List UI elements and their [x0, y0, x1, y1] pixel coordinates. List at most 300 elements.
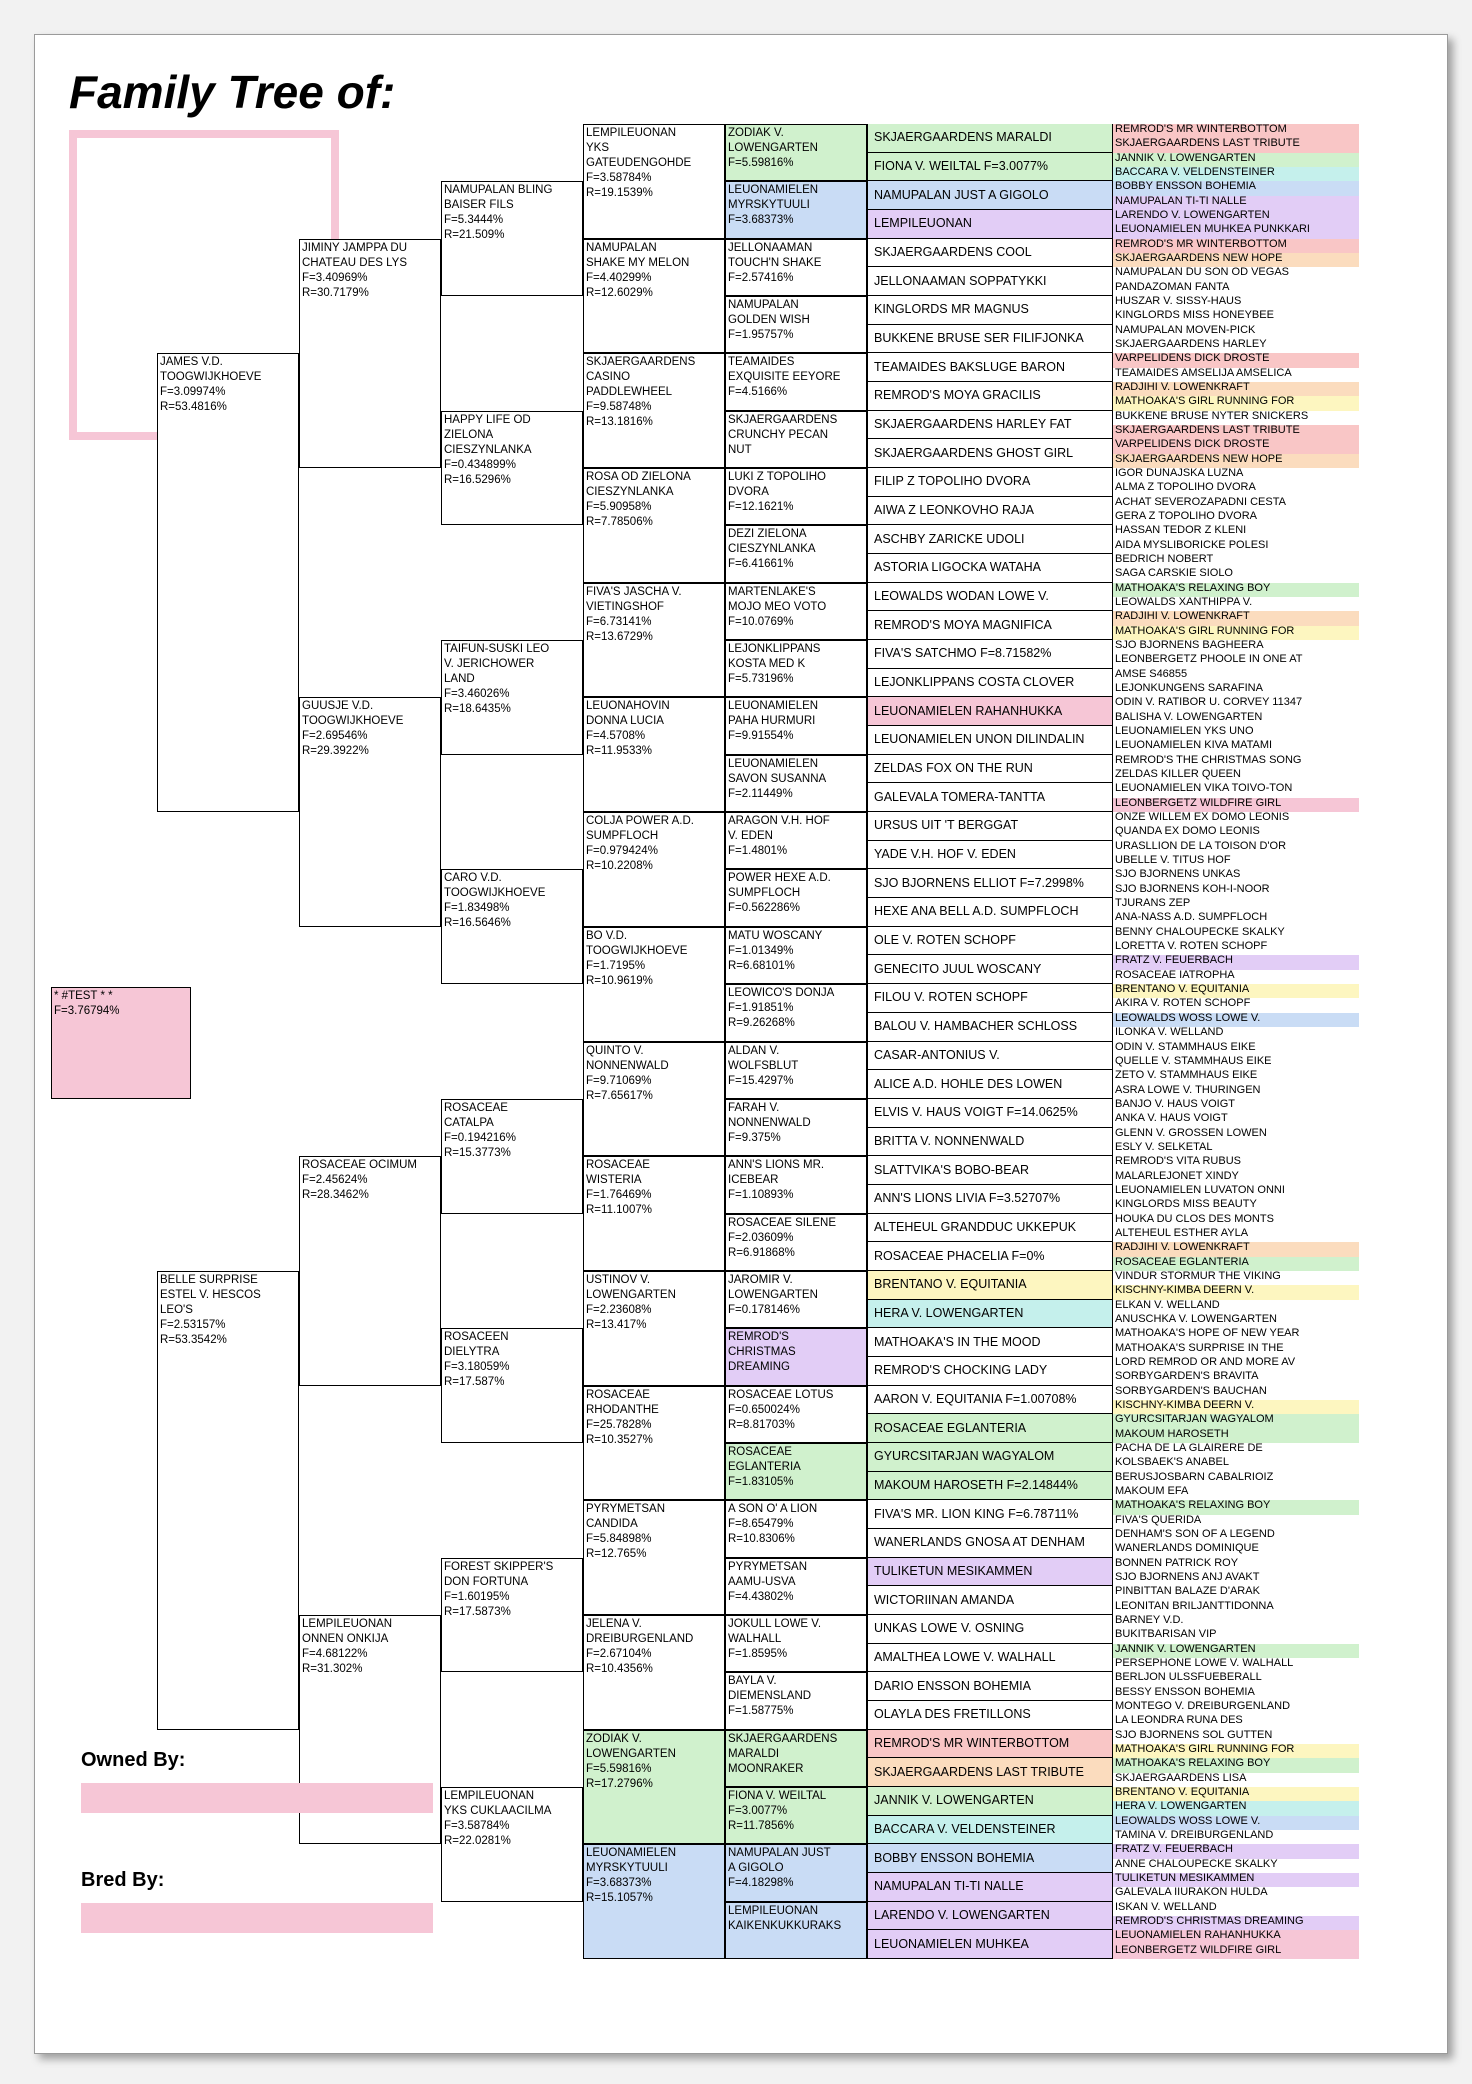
g8-ancestor-78[interactable]: [1113, 1228, 1359, 1242]
g7-ancestor-40[interactable]: [867, 1242, 1113, 1271]
g7-ancestor-34[interactable]: [867, 1070, 1113, 1099]
g7-ancestor-18[interactable]: [867, 611, 1113, 640]
g6-ancestor-13[interactable]: [725, 812, 867, 869]
g8-ancestor-43[interactable]: [1113, 726, 1359, 740]
g7-ancestor-4[interactable]: [867, 210, 1113, 239]
g7-ancestor-61[interactable]: [867, 1844, 1113, 1873]
g5-ancestor-14[interactable]: [583, 1615, 725, 1730]
g7-ancestor-24[interactable]: [867, 783, 1113, 812]
g6-ancestor-14[interactable]: [725, 869, 867, 926]
g7-ancestor-14[interactable]: [867, 497, 1113, 526]
g7-ancestor-10[interactable]: [867, 382, 1113, 411]
g8-ancestor-28[interactable]: [1113, 511, 1359, 525]
g6-ancestor-17[interactable]: [725, 1042, 867, 1099]
g7-ancestor-53[interactable]: [867, 1615, 1113, 1644]
g7-ancestor-9[interactable]: [867, 353, 1113, 382]
g8-ancestor-95[interactable]: [1113, 1472, 1359, 1486]
g8-ancestor-103[interactable]: [1113, 1586, 1359, 1600]
g7-ancestor-29[interactable]: [867, 927, 1113, 956]
g8-ancestor-101[interactable]: [1113, 1558, 1359, 1572]
g8-ancestor-122[interactable]: [1113, 1859, 1359, 1873]
g5-ancestor-1[interactable]: [583, 124, 725, 239]
g7-ancestor-23[interactable]: [867, 755, 1113, 784]
g7-ancestor-42[interactable]: [867, 1300, 1113, 1329]
g7-ancestor-64[interactable]: [867, 1930, 1113, 1959]
g8-ancestor-102[interactable]: [1113, 1572, 1359, 1586]
ancestor-name: ASTORIA LIGOCKA WATAHA: [874, 560, 1041, 575]
g8-ancestor-13[interactable]: [1113, 296, 1359, 310]
g7-ancestor-62[interactable]: [867, 1873, 1113, 1902]
g7-ancestor-1[interactable]: [867, 124, 1113, 153]
g8-ancestor-100[interactable]: [1113, 1543, 1359, 1557]
ancestor-name: ASRA LOWE V. THURINGEN: [1115, 1084, 1261, 1096]
g3-ancestor-3[interactable]: [299, 1156, 441, 1385]
g5-ancestor-9[interactable]: [583, 1042, 725, 1157]
g6-ancestor-27[interactable]: [725, 1615, 867, 1672]
ancestor-name: SJO BJORNENS BAGHEERA: [1115, 640, 1264, 652]
g4-ancestor-4[interactable]: [441, 869, 583, 984]
g7-ancestor-2[interactable]: [867, 153, 1113, 182]
g5-ancestor-15[interactable]: [583, 1730, 725, 1845]
ancestor-name: CASAR-ANTONIUS V.: [874, 1047, 1000, 1062]
g8-ancestor-92[interactable]: [1113, 1429, 1359, 1443]
g8-ancestor-6[interactable]: [1113, 196, 1359, 210]
g7-ancestor-57[interactable]: [867, 1730, 1113, 1759]
ancestor-name: MATHOAKA'S GIRL RUNNING FOR: [1115, 396, 1295, 408]
g4-ancestor-5[interactable]: [441, 1099, 583, 1214]
ancestor-name: LEMPILEUONAN YKS CUKLAACILMA F=3.58784% R=22.0281%: [444, 1789, 552, 1847]
g7-ancestor-37[interactable]: [867, 1156, 1113, 1185]
g8-ancestor-58[interactable]: [1113, 941, 1359, 955]
g8-ancestor-53[interactable]: [1113, 869, 1359, 883]
g4-ancestor-7[interactable]: [441, 1558, 583, 1673]
g6-ancestor-31[interactable]: [725, 1844, 867, 1901]
g7-ancestor-32[interactable]: [867, 1013, 1113, 1042]
g8-ancestor-63[interactable]: [1113, 1013, 1359, 1027]
ancestor-name: TJURANS ZEP: [1115, 898, 1191, 910]
g7-ancestor-12[interactable]: [867, 439, 1113, 468]
g5-ancestor-16[interactable]: [583, 1844, 725, 1959]
ancestor-name: LEOWICO'S DONJA F=1.91851% R=9.26268%: [728, 987, 835, 1030]
g8-ancestor-121[interactable]: [1113, 1844, 1359, 1858]
g8-ancestor-116[interactable]: [1113, 1773, 1359, 1787]
g6-ancestor-8[interactable]: [725, 525, 867, 582]
g8-ancestor-83[interactable]: [1113, 1300, 1359, 1314]
ancestor-name: TULIKETUN MESIKAMMEN: [1115, 1872, 1255, 1884]
g8-ancestor-36[interactable]: [1113, 626, 1359, 640]
bred-by-field[interactable]: [81, 1903, 433, 1933]
g7-ancestor-38[interactable]: [867, 1185, 1113, 1214]
ancestor-name: VARPELIDENS DICK DROSTE: [1115, 439, 1270, 451]
g8-ancestor-62[interactable]: [1113, 998, 1359, 1012]
ancestor-name: ANUSCHKA V. LOWENGARTEN: [1115, 1313, 1277, 1325]
g8-ancestor-44[interactable]: [1113, 740, 1359, 754]
g6-ancestor-26[interactable]: [725, 1558, 867, 1615]
g7-ancestor-52[interactable]: [867, 1586, 1113, 1615]
g8-ancestor-106[interactable]: [1113, 1629, 1359, 1643]
g6-ancestor-7[interactable]: [725, 468, 867, 525]
g6-ancestor-25[interactable]: [725, 1500, 867, 1557]
ancestor-name: SKJAERGAARDENS NEW HOPE: [1115, 253, 1283, 265]
g8-ancestor-4[interactable]: [1113, 167, 1359, 181]
g3-ancestor-2[interactable]: [299, 697, 441, 926]
g7-ancestor-44[interactable]: [867, 1357, 1113, 1386]
ancestor-name: AKIRA V. ROTEN SCHOPF: [1115, 998, 1251, 1010]
g7-ancestor-33[interactable]: [867, 1042, 1113, 1071]
ancestor-name: LEUONAMIELEN UNON DILINDALIN: [874, 732, 1085, 747]
g7-ancestor-17[interactable]: [867, 583, 1113, 612]
g8-ancestor-112[interactable]: [1113, 1715, 1359, 1729]
g8-ancestor-34[interactable]: [1113, 597, 1359, 611]
g8-ancestor-1[interactable]: [1113, 124, 1359, 138]
g7-ancestor-45[interactable]: [867, 1386, 1113, 1415]
ancestor-name: JELLONAAMAN TOUCH'N SHAKE F=2.57416%: [728, 241, 822, 284]
g8-ancestor-64[interactable]: [1113, 1027, 1359, 1041]
g8-ancestor-65[interactable]: [1113, 1042, 1359, 1056]
g8-ancestor-85[interactable]: [1113, 1328, 1359, 1342]
g8-ancestor-27[interactable]: [1113, 497, 1359, 511]
g6-ancestor-9[interactable]: [725, 583, 867, 640]
g8-ancestor-41[interactable]: [1113, 697, 1359, 711]
g8-ancestor-20[interactable]: [1113, 396, 1359, 410]
g5-ancestor-10[interactable]: [583, 1156, 725, 1271]
g7-ancestor-50[interactable]: [867, 1529, 1113, 1558]
g4-ancestor-6[interactable]: [441, 1328, 583, 1443]
g8-ancestor-5[interactable]: [1113, 181, 1359, 195]
ancestor-name: SKJAERGAARDENS LAST TRIBUTE: [874, 1764, 1085, 1779]
g8-ancestor-14[interactable]: [1113, 310, 1359, 324]
g6-ancestor-21[interactable]: [725, 1271, 867, 1328]
g7-ancestor-25[interactable]: [867, 812, 1113, 841]
g8-ancestor-111[interactable]: [1113, 1701, 1359, 1715]
g8-ancestor-74[interactable]: [1113, 1171, 1359, 1185]
g8-ancestor-9[interactable]: [1113, 239, 1359, 253]
g8-ancestor-26[interactable]: [1113, 482, 1359, 496]
g2-ancestor-2[interactable]: [157, 1271, 299, 1730]
g8-ancestor-40[interactable]: [1113, 683, 1359, 697]
g8-ancestor-118[interactable]: [1113, 1801, 1359, 1815]
g8-ancestor-57[interactable]: [1113, 927, 1359, 941]
g8-ancestor-33[interactable]: [1113, 583, 1359, 597]
g8-ancestor-56[interactable]: [1113, 912, 1359, 926]
ancestor-name: LEUONAMIELEN VIKA TOIVO-TON: [1115, 783, 1293, 795]
g6-ancestor-4[interactable]: [725, 296, 867, 353]
ancestor-name: REMROD'S MOYA GRACILIS: [874, 388, 1041, 403]
g5-ancestor-4[interactable]: [583, 468, 725, 583]
g6-ancestor-32[interactable]: [725, 1902, 867, 1959]
ancestor-name: MATHOAKA'S SURPRISE IN THE: [1115, 1342, 1284, 1354]
g7-ancestor-27[interactable]: [867, 869, 1113, 898]
g8-ancestor-125[interactable]: [1113, 1902, 1359, 1916]
g8-ancestor-29[interactable]: [1113, 525, 1359, 539]
g6-ancestor-18[interactable]: [725, 1099, 867, 1156]
g7-ancestor-22[interactable]: [867, 726, 1113, 755]
ancestor-name: ROSACEAE EGLANTERIA: [874, 1420, 1027, 1435]
g1-ancestor-1[interactable]: [51, 987, 191, 1099]
g8-ancestor-7[interactable]: [1113, 210, 1359, 224]
ancestor-name: BRENTANO V. EQUITANIA: [1115, 1786, 1250, 1798]
g8-ancestor-110[interactable]: [1113, 1687, 1359, 1701]
g7-ancestor-49[interactable]: [867, 1500, 1113, 1529]
g8-ancestor-124[interactable]: [1113, 1887, 1359, 1901]
g7-ancestor-51[interactable]: [867, 1558, 1113, 1587]
ancestor-name: ODIN V. STAMMHAUS EIKE: [1115, 1041, 1256, 1053]
ancestor-name: BELLE SURPRISE ESTEL V. HESCOS LEO'S F=2.53157% R=53.3542%: [160, 1273, 261, 1346]
g7-ancestor-7[interactable]: [867, 296, 1113, 325]
g8-ancestor-80[interactable]: [1113, 1257, 1359, 1271]
g7-ancestor-46[interactable]: [867, 1414, 1113, 1443]
g8-ancestor-72[interactable]: [1113, 1142, 1359, 1156]
g8-ancestor-114[interactable]: [1113, 1744, 1359, 1758]
g5-ancestor-6[interactable]: [583, 697, 725, 812]
g4-ancestor-2[interactable]: [441, 411, 583, 526]
g4-ancestor-1[interactable]: [441, 181, 583, 296]
g7-ancestor-21[interactable]: [867, 697, 1113, 726]
g8-ancestor-105[interactable]: [1113, 1615, 1359, 1629]
g7-ancestor-56[interactable]: [867, 1701, 1113, 1730]
g8-ancestor-82[interactable]: [1113, 1285, 1359, 1299]
g8-ancestor-104[interactable]: [1113, 1601, 1359, 1615]
g8-ancestor-119[interactable]: [1113, 1816, 1359, 1830]
g8-ancestor-70[interactable]: [1113, 1113, 1359, 1127]
g8-ancestor-11[interactable]: [1113, 267, 1359, 281]
g6-ancestor-12[interactable]: [725, 755, 867, 812]
g3-ancestor-1[interactable]: [299, 239, 441, 468]
ancestor-name: GALEVALA TOMERA-TANTTA: [874, 789, 1046, 804]
g4-ancestor-8[interactable]: [441, 1787, 583, 1902]
g7-ancestor-5[interactable]: [867, 239, 1113, 268]
ancestor-name: LEUONAMIELEN MUHKEA PUNKKARI: [1115, 224, 1310, 236]
g8-ancestor-3[interactable]: [1113, 153, 1359, 167]
g6-ancestor-16[interactable]: [725, 984, 867, 1041]
g6-ancestor-2[interactable]: [725, 181, 867, 238]
g6-ancestor-1[interactable]: [725, 124, 867, 181]
g8-ancestor-108[interactable]: [1113, 1658, 1359, 1672]
g8-ancestor-45[interactable]: [1113, 755, 1359, 769]
g8-ancestor-17[interactable]: [1113, 353, 1359, 367]
g8-ancestor-91[interactable]: [1113, 1414, 1359, 1428]
ancestor-name: PANDAZOMAN FANTA: [1115, 281, 1230, 293]
g8-ancestor-94[interactable]: [1113, 1457, 1359, 1471]
g8-ancestor-61[interactable]: [1113, 984, 1359, 998]
g8-ancestor-12[interactable]: [1113, 282, 1359, 296]
g8-ancestor-22[interactable]: [1113, 425, 1359, 439]
g8-ancestor-39[interactable]: [1113, 669, 1359, 683]
g6-ancestor-22[interactable]: [725, 1328, 867, 1385]
g8-ancestor-67[interactable]: [1113, 1070, 1359, 1084]
g7-ancestor-13[interactable]: [867, 468, 1113, 497]
g8-ancestor-75[interactable]: [1113, 1185, 1359, 1199]
g6-ancestor-10[interactable]: [725, 640, 867, 697]
owned-by-field[interactable]: [81, 1783, 433, 1813]
g8-ancestor-23[interactable]: [1113, 439, 1359, 453]
g8-ancestor-47[interactable]: [1113, 783, 1359, 797]
g8-ancestor-81[interactable]: [1113, 1271, 1359, 1285]
g6-ancestor-30[interactable]: [725, 1787, 867, 1844]
ancestor-name: FIVA'S QUERIDA: [1115, 1514, 1202, 1526]
g7-ancestor-28[interactable]: [867, 898, 1113, 927]
g8-ancestor-51[interactable]: [1113, 841, 1359, 855]
g8-ancestor-115[interactable]: [1113, 1758, 1359, 1772]
g8-ancestor-128[interactable]: [1113, 1945, 1359, 1959]
g8-ancestor-68[interactable]: [1113, 1085, 1359, 1099]
g7-ancestor-8[interactable]: [867, 325, 1113, 354]
g7-ancestor-6[interactable]: [867, 267, 1113, 296]
g7-ancestor-30[interactable]: [867, 955, 1113, 984]
g8-ancestor-90[interactable]: [1113, 1400, 1359, 1414]
ancestor-name: ROSACEAE PHACELIA F=0%: [874, 1248, 1045, 1263]
g7-ancestor-19[interactable]: [867, 640, 1113, 669]
g7-ancestor-43[interactable]: [867, 1328, 1113, 1357]
ancestor-name: SKJAERGAARDENS CRUNCHY PECAN NUT: [728, 413, 838, 456]
ancestor-name: ANN'S LIONS LIVIA F=3.52707%: [874, 1191, 1061, 1206]
g2-ancestor-1[interactable]: [157, 353, 299, 812]
g8-ancestor-48[interactable]: [1113, 798, 1359, 812]
g7-ancestor-60[interactable]: [867, 1816, 1113, 1845]
ancestor-name: LEJONKUNGENS SARAFINA: [1115, 683, 1263, 695]
g8-ancestor-88[interactable]: [1113, 1371, 1359, 1385]
g7-ancestor-16[interactable]: [867, 554, 1113, 583]
g8-ancestor-46[interactable]: [1113, 769, 1359, 783]
ancestor-name: UBELLE V. TITUS HOF: [1115, 855, 1231, 867]
ancestor-name: LEJONKLIPPANS KOSTA MED K F=5.73196%: [728, 643, 821, 686]
g7-ancestor-55[interactable]: [867, 1672, 1113, 1701]
g8-ancestor-113[interactable]: [1113, 1730, 1359, 1744]
g8-ancestor-38[interactable]: [1113, 654, 1359, 668]
g8-ancestor-89[interactable]: [1113, 1386, 1359, 1400]
g5-ancestor-2[interactable]: [583, 239, 725, 354]
g8-ancestor-93[interactable]: [1113, 1443, 1359, 1457]
g8-ancestor-31[interactable]: [1113, 554, 1359, 568]
g8-ancestor-107[interactable]: [1113, 1644, 1359, 1658]
g7-ancestor-35[interactable]: [867, 1099, 1113, 1128]
g7-ancestor-36[interactable]: [867, 1128, 1113, 1157]
g6-ancestor-19[interactable]: [725, 1156, 867, 1213]
g8-ancestor-19[interactable]: [1113, 382, 1359, 396]
g8-ancestor-10[interactable]: [1113, 253, 1359, 267]
g8-ancestor-25[interactable]: [1113, 468, 1359, 482]
g8-ancestor-84[interactable]: [1113, 1314, 1359, 1328]
g8-ancestor-2[interactable]: [1113, 138, 1359, 152]
g7-ancestor-58[interactable]: [867, 1758, 1113, 1787]
g8-ancestor-126[interactable]: [1113, 1916, 1359, 1930]
g7-ancestor-31[interactable]: [867, 984, 1113, 1013]
g8-ancestor-18[interactable]: [1113, 368, 1359, 382]
g8-ancestor-37[interactable]: [1113, 640, 1359, 654]
g8-ancestor-97[interactable]: [1113, 1500, 1359, 1514]
g8-ancestor-109[interactable]: [1113, 1672, 1359, 1686]
g4-ancestor-3[interactable]: [441, 640, 583, 755]
g5-ancestor-7[interactable]: [583, 812, 725, 927]
g8-ancestor-8[interactable]: [1113, 224, 1359, 238]
g6-ancestor-15[interactable]: [725, 927, 867, 984]
g8-ancestor-59[interactable]: [1113, 955, 1359, 969]
g6-ancestor-23[interactable]: [725, 1386, 867, 1443]
g6-ancestor-3[interactable]: [725, 239, 867, 296]
g8-ancestor-123[interactable]: [1113, 1873, 1359, 1887]
g7-ancestor-11[interactable]: [867, 411, 1113, 440]
g8-ancestor-49[interactable]: [1113, 812, 1359, 826]
g8-ancestor-87[interactable]: [1113, 1357, 1359, 1371]
pedigree-tree: [35, 35, 1447, 2053]
g7-ancestor-47[interactable]: [867, 1443, 1113, 1472]
g5-ancestor-3[interactable]: [583, 353, 725, 468]
g7-ancestor-20[interactable]: [867, 669, 1113, 698]
g8-ancestor-66[interactable]: [1113, 1056, 1359, 1070]
g5-ancestor-11[interactable]: [583, 1271, 725, 1386]
g6-ancestor-11[interactable]: [725, 697, 867, 754]
g7-ancestor-59[interactable]: [867, 1787, 1113, 1816]
g7-ancestor-63[interactable]: [867, 1902, 1113, 1931]
g8-ancestor-54[interactable]: [1113, 884, 1359, 898]
ancestor-name: LA LEONDRA RUNA DES: [1115, 1715, 1243, 1727]
g8-ancestor-35[interactable]: [1113, 611, 1359, 625]
g8-ancestor-55[interactable]: [1113, 898, 1359, 912]
g7-ancestor-41[interactable]: [867, 1271, 1113, 1300]
g7-ancestor-26[interactable]: [867, 841, 1113, 870]
g6-ancestor-5[interactable]: [725, 353, 867, 410]
g8-ancestor-30[interactable]: [1113, 540, 1359, 554]
g6-ancestor-6[interactable]: [725, 411, 867, 468]
ancestor-name: NAMUPALAN JUST A GIGOLO F=4.18298%: [728, 1847, 831, 1890]
g6-ancestor-28[interactable]: [725, 1672, 867, 1729]
g7-ancestor-15[interactable]: [867, 525, 1113, 554]
g8-ancestor-76[interactable]: [1113, 1199, 1359, 1213]
g8-ancestor-96[interactable]: [1113, 1486, 1359, 1500]
g8-ancestor-42[interactable]: [1113, 712, 1359, 726]
g8-ancestor-52[interactable]: [1113, 855, 1359, 869]
g8-ancestor-21[interactable]: [1113, 411, 1359, 425]
ancestor-name: LORETTA V. ROTEN SCHOPF: [1115, 941, 1268, 953]
g8-ancestor-24[interactable]: [1113, 454, 1359, 468]
ancestor-name: JANNIK V. LOWENGARTEN: [874, 1793, 1034, 1808]
g8-ancestor-98[interactable]: [1113, 1515, 1359, 1529]
g8-ancestor-32[interactable]: [1113, 568, 1359, 582]
g8-ancestor-86[interactable]: [1113, 1343, 1359, 1357]
g6-ancestor-24[interactable]: [725, 1443, 867, 1500]
g8-ancestor-69[interactable]: [1113, 1099, 1359, 1113]
ancestor-name: REMROD'S CHRISTMAS DREAMING: [1115, 1915, 1304, 1927]
g5-ancestor-8[interactable]: [583, 927, 725, 1042]
g8-ancestor-71[interactable]: [1113, 1128, 1359, 1142]
g8-ancestor-117[interactable]: [1113, 1787, 1359, 1801]
g7-ancestor-48[interactable]: [867, 1472, 1113, 1501]
g8-ancestor-15[interactable]: [1113, 325, 1359, 339]
g5-ancestor-5[interactable]: [583, 583, 725, 698]
g8-ancestor-99[interactable]: [1113, 1529, 1359, 1543]
g8-ancestor-77[interactable]: [1113, 1214, 1359, 1228]
g6-ancestor-20[interactable]: [725, 1214, 867, 1271]
ancestor-name: FILOU V. ROTEN SCHOPF: [874, 990, 1028, 1005]
g8-ancestor-120[interactable]: [1113, 1830, 1359, 1844]
g8-ancestor-16[interactable]: [1113, 339, 1359, 353]
ancestor-name: BALOU V. HAMBACHER SCHLOSS: [874, 1019, 1078, 1034]
ancestor-name: JANNIK V. LOWENGARTEN: [1115, 1643, 1256, 1655]
g8-ancestor-50[interactable]: [1113, 826, 1359, 840]
g7-ancestor-54[interactable]: [867, 1644, 1113, 1673]
g7-ancestor-39[interactable]: [867, 1214, 1113, 1243]
ancestor-name: RADJIHI V. LOWENKRAFT: [1115, 611, 1250, 623]
g5-ancestor-13[interactable]: [583, 1500, 725, 1615]
ancestor-name: SJO BJORNENS ELLIOT F=7.2998%: [874, 875, 1084, 890]
g5-ancestor-12[interactable]: [583, 1386, 725, 1501]
g8-ancestor-79[interactable]: [1113, 1242, 1359, 1256]
g8-ancestor-127[interactable]: [1113, 1930, 1359, 1944]
g8-ancestor-60[interactable]: [1113, 970, 1359, 984]
g6-ancestor-29[interactable]: [725, 1730, 867, 1787]
g8-ancestor-73[interactable]: [1113, 1156, 1359, 1170]
g7-ancestor-3[interactable]: [867, 181, 1113, 210]
